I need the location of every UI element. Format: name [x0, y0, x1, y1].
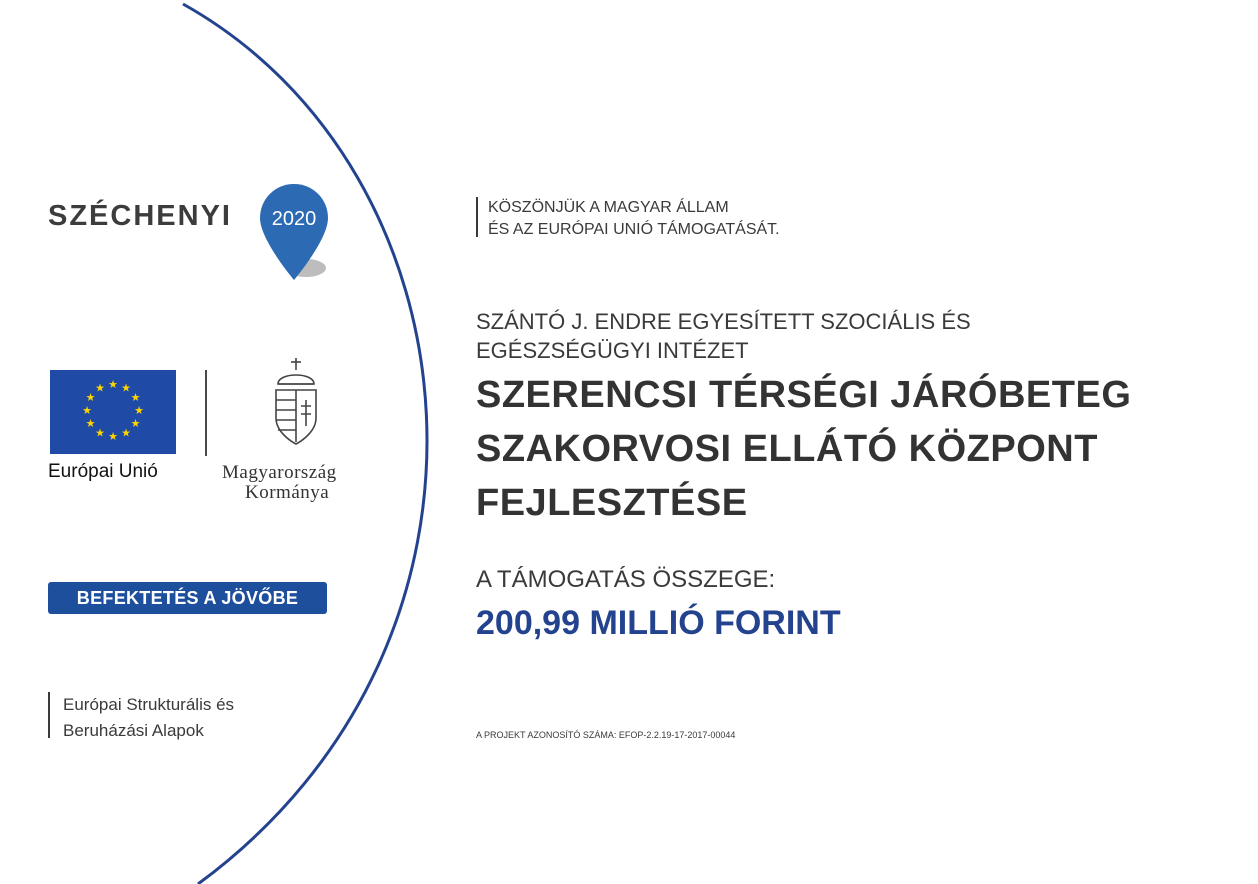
eu-label: Európai Unió — [48, 461, 158, 482]
funds-line2: Beruházási Alapok — [63, 721, 204, 740]
svg-text:★: ★ — [130, 391, 141, 404]
gov-label-line2: Kormánya — [245, 482, 330, 503]
svg-text:★: ★ — [108, 430, 118, 443]
coat-of-arms-icon — [270, 356, 322, 448]
svg-text:★: ★ — [130, 417, 141, 430]
thanks-line2: ÉS AZ EURÓPAI UNIÓ TÁMOGATÁSÁT. — [488, 221, 780, 238]
svg-text:★: ★ — [134, 404, 144, 417]
thanks-line1: KÖSZÖNJÜK A MAGYAR ÁLLAM — [488, 199, 729, 216]
svg-text:★: ★ — [121, 426, 131, 440]
thanks-bar — [476, 197, 478, 237]
thanks-text — [488, 197, 780, 241]
invest-badge: BEFEKTETÉS A JÖVŐBE — [48, 582, 327, 614]
funds-line1: Európai Strukturális és — [63, 695, 235, 714]
svg-text:★: ★ — [108, 378, 118, 391]
title-line3: FEJLESZTÉSE — [476, 482, 748, 524]
support-label: A TÁMOGATÁS ÖSSZEGE: — [476, 566, 776, 593]
svg-text:★: ★ — [85, 391, 96, 404]
logo-divider — [205, 370, 207, 456]
title-line1: SZERENCSI TÉRSÉGI JÁRÓBETEG — [476, 374, 1132, 416]
gov-label-line1: Magyarország — [222, 462, 337, 483]
svg-text:★: ★ — [95, 426, 105, 440]
eu-flag — [50, 370, 176, 454]
svg-text:★: ★ — [95, 381, 105, 395]
project-id: A PROJEKT AZONOSÍTÓ SZÁMA: EFOP-2.2.19-17-2017-00044 — [476, 730, 736, 740]
location-pin-icon — [260, 184, 334, 284]
title-line2: SZAKORVOSI ELLÁTÓ KÖZPONT — [476, 428, 1098, 470]
svg-text:★: ★ — [85, 417, 96, 430]
funds-text — [63, 692, 234, 744]
institute-line2: EGÉSZSÉGÜGYI INTÉZET — [476, 338, 749, 363]
szechenyi-logo-text: SZÉCHENYI — [48, 200, 232, 232]
project-title — [476, 368, 1131, 530]
svg-text:★: ★ — [121, 381, 131, 395]
szechenyi-year: 2020 — [271, 208, 317, 230]
institute-name — [476, 307, 971, 365]
svg-text:★: ★ — [82, 404, 92, 417]
support-amount: 200,99 MILLIÓ FORINT — [476, 604, 841, 642]
institute-line1: SZÁNTÓ J. ENDRE EGYESÍTETT SZOCIÁLIS ÉS — [476, 309, 971, 334]
funds-bar — [48, 692, 50, 738]
